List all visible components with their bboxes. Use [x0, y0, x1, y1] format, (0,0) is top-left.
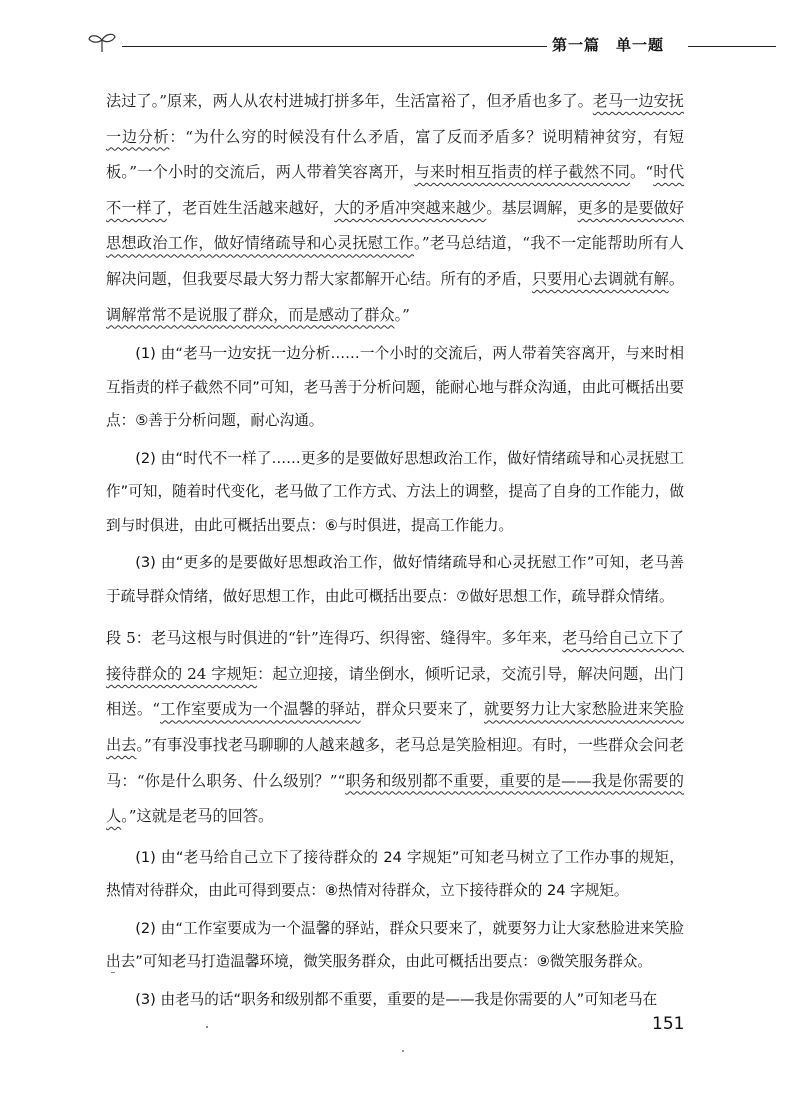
text-run: 。”这就是老马的回答。	[121, 807, 274, 826]
sprout-icon	[86, 30, 118, 54]
text-run: 。”老马总结道，“我不一定能帮助所有人解决问题，但我要尽最大努力帮大家都解开心结。所有的矛盾，	[106, 234, 684, 288]
text-run: 。基层调解，	[486, 198, 578, 217]
quote-paragraph-4	[106, 84, 684, 333]
underlined-phrase: 职务和级别都不重要，重要的是——我是你需要的人	[106, 771, 684, 826]
underlined-phrase: 老马给自己立下了接待群众的 24 字规矩	[106, 629, 684, 683]
page-header	[0, 28, 800, 58]
analysis-item-5: (2) 由“工作室要成为一个温馨的驿站，群众只要来了，就要努力让大家愁脸进来笑脸出去”可知老马打造温馨环境，微笑服务群众，由此可概括出要点：⑨微笑服务群众。	[106, 919, 684, 971]
text-run: 。“	[630, 163, 654, 182]
page-number: 151	[652, 1014, 685, 1034]
text-run: ：“为什么穷的时候没有什么矛盾，富了反而矛盾多？说明精神贫穷，有短板。”一个小时的交流后，两人带着笑容离开，	[106, 127, 684, 182]
analysis-item-3: (3) 由“更多的是要做好思想政治工作，做好情绪疏导和心灵抚慰工作”可知，老马善于疏导群众情绪，做好思想工作，由此可概括出要点：⑦做好思想工作，疏导群众情绪。	[106, 554, 684, 605]
section-title: 第一篇 单一题	[552, 36, 665, 54]
underlined-phrase: 更多的是要做好思想政治工作，做好情绪疏导和心灵抚慰工作	[106, 198, 685, 253]
underlined-phrase: 时代不一样了	[106, 163, 685, 217]
analysis-item-6: (3) 由老马的话“职务和级别都不重要，重要的是——我是你需要的人”可知老马在	[135, 990, 658, 1008]
analysis-item-1: (1) 由“老马一边安抚一边分析……一个小时的交流后，两人带着笑容离开，与来时相互指责的样子截然不同”可知，老马善于分析问题，能耐心地与群众沟通，由此可概括出要点：⑤善于分析问题，耐心沟通。	[106, 345, 684, 430]
underlined-phrase: 与来时相互指责的样子截然不同	[414, 163, 631, 182]
underlined-phrase: 大的矛盾冲突越来越少	[334, 198, 487, 217]
text-run: 。	[668, 269, 685, 288]
underlined-phrase: 工作室要成为一个温馨的驿站	[160, 700, 361, 719]
text-run: ，群众只要来了，	[360, 700, 484, 719]
text-run: 法过了。”原来，两人从农村进城打拼多年，生活富裕了，但矛盾也多了。	[106, 92, 593, 110]
text-run: 。”	[394, 305, 410, 324]
underlined-phrase: 老马一边安抚一边分析	[106, 92, 684, 146]
scan-speck	[206, 1026, 208, 1028]
analysis-item-4: (1) 由“老马给自己立下了接待群众的 24 字规矩”可知老马树立了工作办事的规矩，热情对待群众，由此可得到要点：⑧热情对待群众，立下接待群众的 24 字规矩。	[106, 848, 684, 900]
text-run: 段 5：老马这根与时俱进的“针”连得巧、织得密、缝得牢。多年来，	[106, 629, 563, 648]
text-run: 。”有事没事找老马聊聊的人越来越多，老马总是笑脸相迎。有时，一些群众会问老马：“你是什么职务、什么级别？”“	[106, 735, 685, 790]
underlined-phrase: 就要努力让大家愁脸进来笑脸出去	[106, 700, 685, 754]
page-content	[106, 84, 684, 1016]
header-rule-right	[688, 46, 776, 47]
text-run: ：起立迎接，请坐倒水，倾听记录，交流引导，解决问题，出门相送。“	[106, 664, 684, 719]
underlined-phrase: 调解常常不是说服了群众，而是感动了群众	[106, 305, 395, 324]
scan-speck	[402, 1050, 404, 1052]
scan-speck	[111, 972, 115, 973]
analysis-item-2: (2) 由“时代不一样了……更多的是要做好思想政治工作，做好情绪疏导和心灵抚慰工作”可知，随着时代变化，老马做了工作方式、方法上的调整，提高了自身的工作能力，做到与时俱进，由此可概括出要点：⑥与时俱进，提高工作能力。	[106, 449, 684, 534]
quote-paragraph-5	[106, 621, 684, 835]
underlined-phrase: 只要用心去调就有解	[531, 269, 669, 288]
text-run: ，老百姓生活越来越好，	[166, 198, 335, 217]
header-rule-left	[122, 46, 547, 47]
